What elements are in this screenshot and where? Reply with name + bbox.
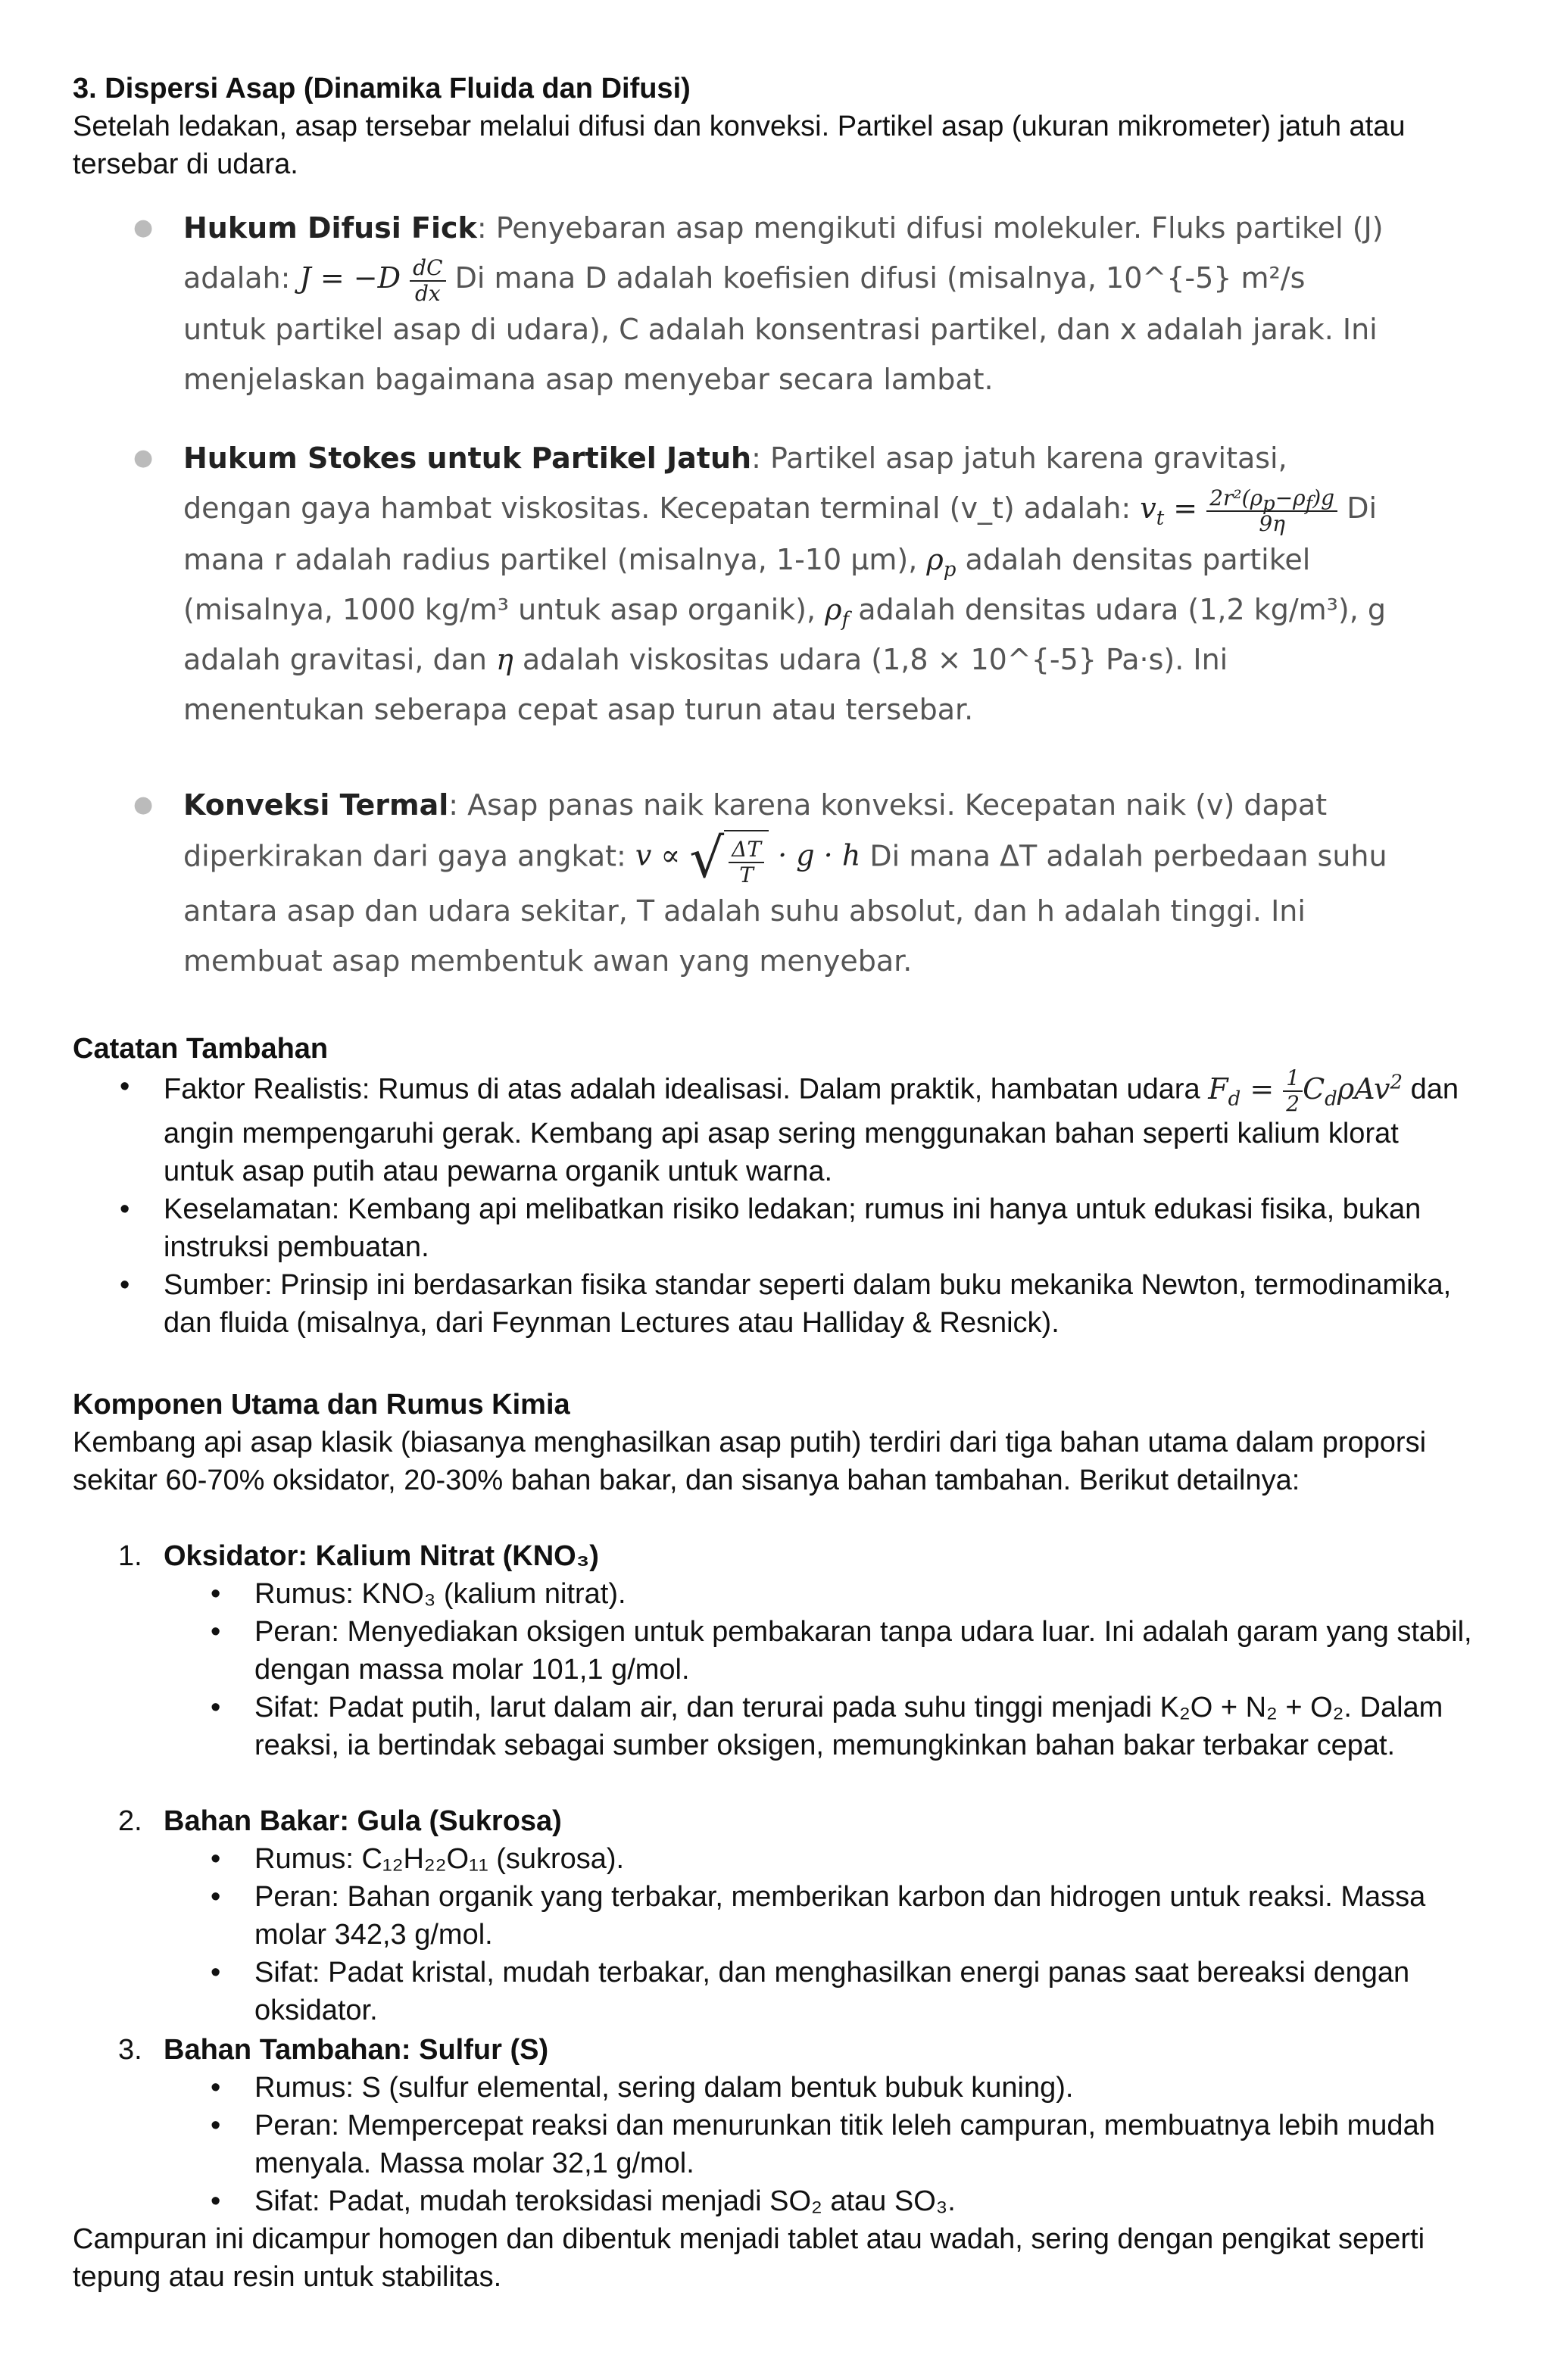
bullet-dot: ● (133, 214, 154, 241)
list-item: • Rumus: KNO₃ (kalium nitrat). (211, 1578, 626, 1610)
list-item: • Rumus: S (sulfur elemental, sering dalam bentuk bubuk kuning). (211, 2072, 1074, 2104)
item-sublist (211, 2069, 1481, 2220)
embedded-bullet-fick (133, 203, 1390, 404)
list-item: • Sifat: Padat putih, larut dalam air, dan terurai pada suhu tinggi menjadi K₂O + N₂ + O₂. Dalam reaksi, ia bertindak sebagai sumber oksigen, memungkinkan bahan bakar terbakar cepat. (211, 1692, 1443, 1761)
bullet-dot: ● (133, 444, 154, 471)
komponen-intro: Kembang api asap klasik (biasanya menghasilkan asap putih) terdiri dari tiga bahan utama dalam proporsi sekitar 60-70% oksidator, 20-30% bahan bakar, dan sisanya bahan tambahan. Berikut detailnya: (73, 1427, 1427, 1496)
embedded-bullet-stokes (133, 433, 1390, 735)
stokes-text-d: adalah densitas udara (1,2 kg/m³), g adalah gravitasi, dan (183, 592, 1387, 676)
fick-title: Hukum Difusi Fick (183, 211, 477, 245)
eta: η (496, 642, 513, 676)
item-sublist (211, 1840, 1481, 2029)
rho-p: $\rho_p$ (926, 542, 957, 582)
list-item: • Rumus: C₁₂H₂₂O₁₁ (sukrosa). (211, 1843, 625, 1875)
list-item: • Sumber: Prinsip ini berdasarkan fisika standar seperti dalam buku mekanika Newton, termodinamika, dan fluida (misalnya, dari Feynman Lectures atau Halliday & Resnick). (120, 1269, 1452, 1339)
drag-formula: $F_d$ = $\frac{1}{2}$ $C_d\rho Av^2$ (1208, 1065, 1403, 1116)
section-intro: Setelah ledakan, asap tersebar melalui difusi dan konveksi. Partikel asap (ukuran mikrometer) jatuh atau tersebar di udara. (73, 111, 1406, 180)
item-title: Oksidator: Kalium Nitrat (KNO₃) (164, 1540, 599, 1572)
konveksi-text-b: Di mana ΔT adalah perbedaan suhu antara asap dan udara sekitar, T adalah suhu absolut, dan h adalah tinggi. Ini membuat asap membentuk awan yang menyebar. (183, 839, 1387, 978)
rho-f: $\rho_f$ (825, 592, 850, 632)
stokes-text-c: adalah densitas partikel (misalnya, 1000 kg/m³ untuk asap organik), (183, 542, 1311, 626)
stokes-text-e: adalah viskositas udara (1,8 × 10^{-5} Pa·s). Ini menentukan seberapa cepat asap turun atau tersebar. (183, 642, 1228, 726)
stokes-text-b: Di mana r adalah radius partikel (misalnya, 1-10 µm), (183, 491, 1378, 576)
item-number: 3. (118, 2034, 142, 2066)
catatan-title: Catatan Tambahan (73, 1033, 329, 1065)
konveksi-formula: v ∝ √ $\frac{\Delta T}{T}$ · g · h (635, 825, 861, 890)
list-item: • Peran: Menyediakan oksigen untuk pembakaran tanpa udara luar. Ini adalah garam yang stabil, dengan massa molar 101,1 g/mol. (211, 1616, 1472, 1686)
closing-paragraph: Campuran ini dicampur homogen dan dibentuk menjadi tablet atau wadah, sering dengan pengikat seperti tepung atau resin untuk stabilitas. (73, 2223, 1425, 2293)
list-item: • Peran: Bahan organik yang terbakar, memberikan karbon dan hidrogen untuk reaksi. Massa molar 342,3 g/mol. (211, 1881, 1426, 1951)
list-item: • Peran: Mempercepat reaksi dan menurunkan titik leleh campuran, membuatnya lebih mudah menyala. Massa molar 32,1 g/mol. (211, 2110, 1435, 2179)
konveksi-text-a: : Asap panas naik karena konveksi. Kecepatan naik (v) dapat diperkirakan dari gaya angkat: (183, 788, 1328, 873)
list-item: • Keselamatan: Kembang api melibatkan risiko ledakan; rumus ini hanya untuk edukasi fisika, bukan instruksi pembuatan. (120, 1193, 1421, 1263)
bullet-dot: ● (133, 791, 154, 818)
item-title: Bahan Bakar: Gula (Sukrosa) (164, 1805, 562, 1837)
stokes-title: Hukum Stokes untuk Partikel Jatuh (183, 441, 752, 475)
item-title: Bahan Tambahan: Sulfur (S) (164, 2034, 549, 2066)
item-sublist (211, 1575, 1481, 1764)
section-title: 3. Dispersi Asap (Dinamika Fluida dan Difusi) (73, 73, 691, 104)
fick-text-a: : Penyebaran asap mengikuti difusi molekuler. Fluks partikel (J) adalah: (183, 211, 1384, 295)
list-item: • Sifat: Padat, mudah teroksidasi menjadi SO₂ atau SO₃. (211, 2185, 956, 2217)
catatan-list (120, 1065, 1466, 1342)
item-number: 1. (118, 1540, 142, 1572)
list-item: • Faktor Realistis: Rumus di atas adalah idealisasi. Dalam praktik, hambatan udara $F_d$ = $\frac{1}{2}$ $C_d\rho Av^2$ dan angin mempengaruhi gerak. Kembang api asap sering menggunakan bahan seperti kalium klorat untuk asap putih atau pewarna organik untuk warna. (120, 1065, 1459, 1187)
item-number: 2. (118, 1805, 142, 1837)
fick-formula: J = −D $\frac{dC}{dx}$ (300, 261, 446, 295)
stokes-formula: $v_t$ = $\frac{2r^2(\rho_p-\rho_f)g}{9\eta}$ (1140, 491, 1337, 525)
konveksi-title: Konveksi Termal (183, 788, 449, 822)
komponen-title: Komponen Utama dan Rumus Kimia (73, 1389, 570, 1421)
fick-text-b: Di mana D adalah koefisien difusi (misalnya, 10^{-5} m²/s untuk partikel asap di udara), C adalah konsentrasi partikel, dan x adalah jarak. Ini menjelaskan bagaimana asap menyebar secara lambat. (183, 261, 1378, 396)
embedded-bullet-konveksi (133, 780, 1390, 986)
list-item: • Sifat: Padat kristal, mudah terbakar, dan menghasilkan energi panas saat bereaksi dengan oksidator. (211, 1957, 1410, 2026)
stokes-text-a: : Partikel asap jatuh karena gravitasi, dengan gaya hambat viskositas. Kecepatan terminal (v_t) adalah: (183, 441, 1287, 525)
